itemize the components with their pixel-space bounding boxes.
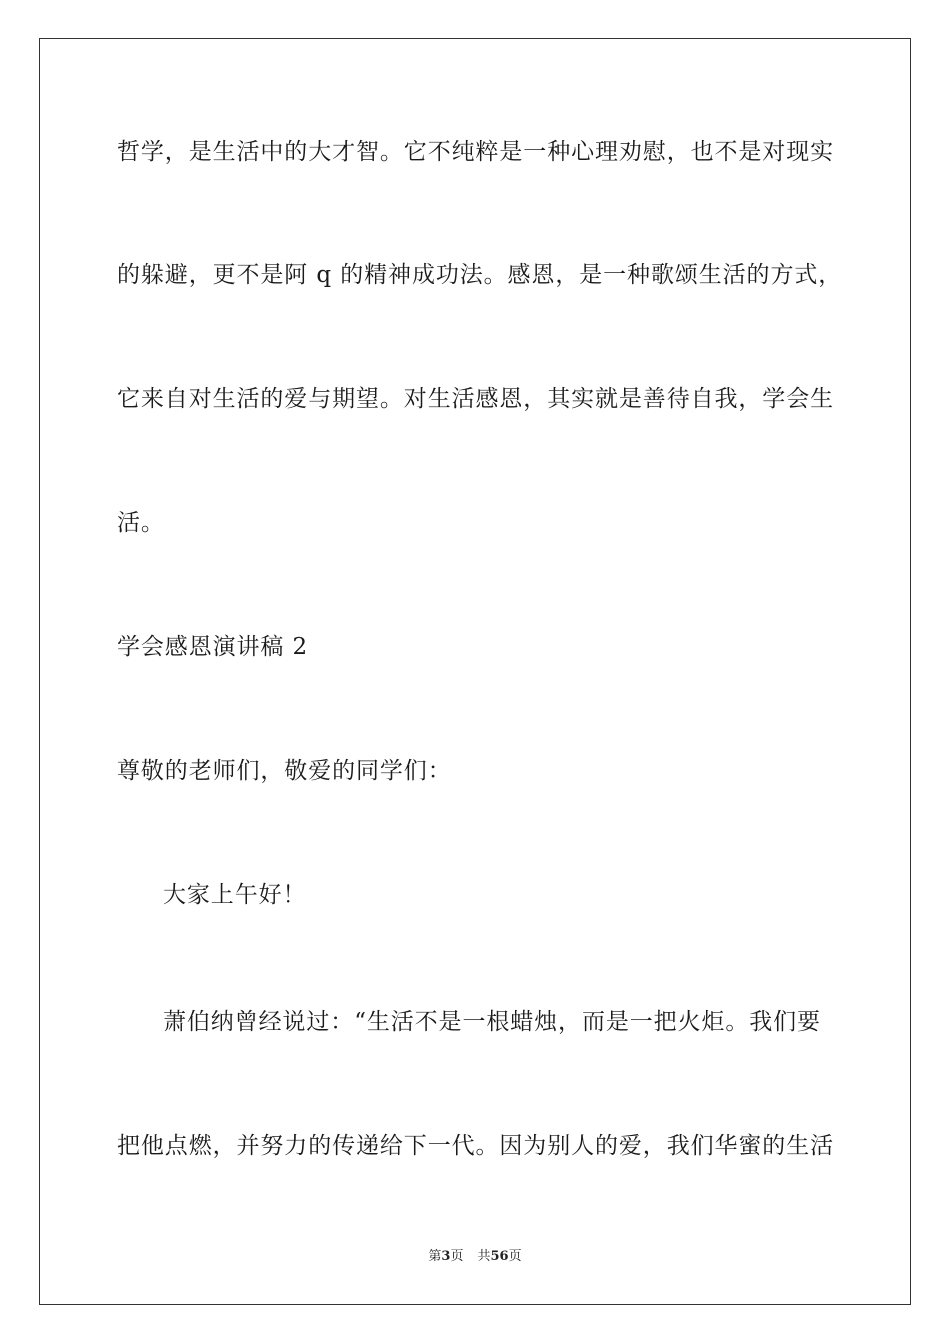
page-border bbox=[39, 38, 911, 1305]
salutation: 尊敬的老师们，敬爱的同学们： bbox=[117, 758, 452, 784]
body-line-2: 的躲避，更不是阿 q 的精神成功法。感恩，是一种歌颂生活的方式， bbox=[117, 262, 843, 288]
greeting: 大家上午好！ bbox=[163, 882, 307, 908]
body-line-4: 活。 bbox=[117, 510, 165, 536]
footer-page-prefix: 第 bbox=[428, 1249, 442, 1264]
body-line-8: 萧伯纳曾经说过：“生活不是一根蜡烛，而是一把火炬。我们要 bbox=[163, 1009, 821, 1035]
footer-total-prefix: 共 bbox=[477, 1249, 491, 1264]
footer-page-number: 3 bbox=[441, 1249, 451, 1264]
page-footer bbox=[0, 1248, 950, 1266]
body-line-9: 把他点燃，并努力的传递给下一代。因为别人的爱，我们华蜜的生活 bbox=[117, 1133, 834, 1159]
body-line-1: 哲学，是生活中的大才智。它不纯粹是一种心理劝慰，也不是对现实 bbox=[117, 139, 834, 165]
footer-page-suffix: 页 bbox=[450, 1249, 464, 1264]
footer-total-pages: 56 bbox=[490, 1249, 509, 1264]
section-heading: 学会感恩演讲稿 2 bbox=[117, 634, 309, 660]
footer-total-suffix: 页 bbox=[508, 1249, 522, 1264]
body-line-3: 它来自对生活的爱与期望。对生活感恩，其实就是善待自我，学会生 bbox=[117, 386, 834, 412]
